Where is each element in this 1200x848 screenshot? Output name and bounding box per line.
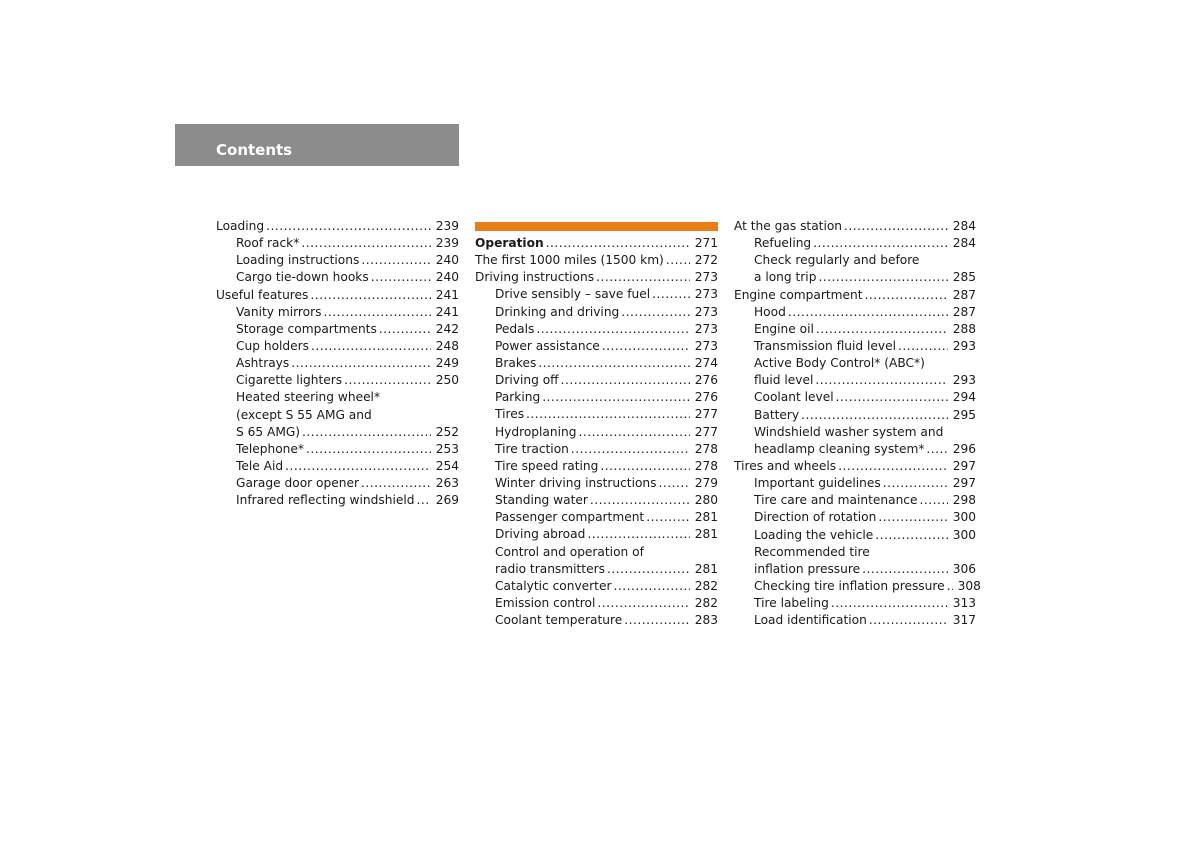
toc-entry[interactable] — [475, 458, 718, 475]
dot-leader — [571, 441, 690, 458]
toc-entry[interactable] — [734, 458, 976, 475]
dot-leader — [624, 612, 689, 629]
toc-entry-label: Windshield washer system and — [754, 424, 944, 439]
dot-leader — [878, 509, 947, 526]
toc-entry[interactable] — [475, 492, 718, 509]
toc-entry-label: Engine oil — [754, 321, 814, 336]
toc-entry-page: 280 — [694, 493, 718, 508]
toc-entry[interactable] — [475, 475, 718, 492]
toc-entry-label: Storage compartments — [236, 321, 377, 336]
toc-entry-label: Driving abroad — [495, 527, 586, 542]
toc-entry[interactable] — [216, 269, 459, 286]
toc-entry[interactable] — [734, 355, 976, 372]
toc-entry-page: 242 — [435, 321, 459, 336]
dot-leader — [310, 287, 430, 304]
dot-leader — [266, 218, 431, 235]
toc-entry-label: Control and operation of — [495, 544, 644, 559]
dot-leader — [831, 595, 948, 612]
toc-entry[interactable] — [475, 424, 718, 441]
toc-entry-label: Garage door opener — [236, 476, 359, 491]
toc-entry-label: Loading the vehicle — [754, 527, 874, 542]
toc-entry-label: Driving instructions — [475, 270, 595, 285]
toc-entry[interactable] — [734, 595, 976, 612]
dot-leader — [844, 218, 948, 235]
toc-entry-page: 295 — [952, 407, 976, 422]
toc-entry[interactable] — [734, 407, 976, 424]
toc-entry-page: 252 — [435, 424, 459, 439]
dot-leader — [788, 304, 948, 321]
toc-entry-label: Parking — [495, 390, 541, 405]
toc-entry[interactable] — [734, 527, 976, 544]
toc-entry-page: 277 — [694, 407, 718, 422]
dot-leader — [801, 407, 948, 424]
dot-leader — [301, 235, 430, 252]
toc-entry-label: Standing water — [495, 493, 588, 508]
toc-entry-label: Operation — [475, 236, 544, 250]
toc-entry-label: a long trip — [754, 270, 817, 285]
toc-entry-label: S 65 AMG) — [236, 424, 301, 439]
toc-entry-page: 297 — [952, 476, 976, 491]
toc-entry[interactable] — [734, 218, 976, 235]
toc-entry[interactable] — [216, 235, 459, 252]
toc-entry-label: Tire speed rating — [495, 458, 599, 473]
toc-entry[interactable] — [216, 321, 459, 338]
dot-leader — [646, 509, 690, 526]
toc-entry-label: Passenger compartment — [495, 510, 645, 525]
toc-entry[interactable] — [475, 389, 718, 406]
toc-entry-page: 298 — [952, 493, 976, 508]
dot-leader — [813, 235, 948, 252]
dot-leader — [838, 458, 948, 475]
dot-leader — [416, 492, 430, 509]
dot-leader — [865, 287, 948, 304]
toc-entry-page: 276 — [694, 390, 718, 405]
dot-leader — [536, 321, 689, 338]
toc-entry-page: 253 — [435, 441, 459, 456]
toc-entry[interactable] — [475, 235, 718, 252]
dot-leader — [587, 526, 689, 543]
toc-entry[interactable] — [216, 475, 459, 492]
toc-entry-page: 241 — [435, 304, 459, 319]
toc-entry-label: fluid level — [754, 373, 814, 388]
toc-entry[interactable] — [734, 269, 976, 286]
toc-entry-page: 288 — [952, 321, 976, 336]
toc-entry-page: 294 — [952, 390, 976, 405]
dot-leader — [311, 338, 431, 355]
toc-entry-page: 248 — [435, 338, 459, 353]
toc-entry-label: Telephone* — [236, 441, 304, 456]
toc-entry-label: Important guidelines — [754, 476, 881, 491]
toc-entry-label: Tires — [495, 407, 525, 422]
toc-entry-page: 282 — [694, 595, 718, 610]
toc-entry-label: Checking tire inflation pressure — [754, 578, 945, 593]
toc-entry[interactable] — [475, 321, 718, 338]
toc-entry[interactable] — [475, 372, 718, 389]
toc-entry-label: Hydroplaning — [495, 424, 577, 439]
toc-entry-label: At the gas station — [734, 219, 843, 233]
toc-entry-label: Tele Aid — [236, 458, 284, 473]
dot-leader — [323, 304, 430, 321]
page-title: Contents — [216, 141, 293, 159]
toc-entry[interactable] — [475, 509, 718, 526]
toc-entry-page: 287 — [952, 304, 976, 319]
toc-entry-page: 273 — [694, 321, 718, 336]
toc-entry-label: The first 1000 miles (1500 km) — [475, 253, 664, 268]
toc-entry-page: 306 — [952, 561, 976, 576]
toc-entry[interactable] — [734, 321, 976, 338]
toc-entry[interactable] — [216, 424, 459, 441]
toc-entry-label: Ashtrays — [236, 356, 290, 371]
toc-entry-label: Infrared reflecting windshield — [236, 493, 415, 508]
dot-leader — [659, 475, 690, 492]
toc-entry-label: radio transmitters — [495, 561, 605, 576]
dot-leader — [652, 286, 690, 303]
toc-entry-page: 284 — [952, 219, 976, 233]
toc-entry-label: Battery — [754, 407, 800, 422]
dot-leader — [869, 612, 948, 629]
toc-entry-page: 276 — [694, 373, 718, 388]
toc-entry-label: Active Body Control* (ABC*) — [754, 356, 925, 371]
dot-leader — [815, 372, 947, 389]
toc-entry-page: 287 — [952, 287, 976, 302]
dot-leader — [836, 389, 948, 406]
toc-entry-label: Check regularly and before — [754, 253, 920, 268]
dot-leader — [361, 252, 430, 269]
toc-entry[interactable] — [216, 389, 459, 406]
toc-entry-page: 250 — [435, 373, 459, 388]
toc-entry[interactable] — [216, 338, 459, 355]
toc-entry-page: 278 — [694, 458, 718, 473]
toc-entry-label: Engine compartment — [734, 287, 863, 302]
toc-column-1 — [216, 218, 459, 509]
toc-entry-label: Transmission fluid level — [754, 338, 896, 353]
toc-entry-label: Cigarette lighters — [236, 373, 343, 388]
dot-leader — [578, 424, 689, 441]
toc-entry[interactable] — [734, 492, 976, 509]
toc-entry[interactable] — [475, 252, 718, 269]
toc-entry-label: Catalytic converter — [495, 578, 612, 593]
toc-entry[interactable] — [734, 372, 976, 389]
toc-entry-page: 284 — [952, 236, 976, 251]
toc-entry-label: headlamp cleaning system* — [754, 441, 925, 456]
toc-entry-page: 281 — [694, 527, 718, 542]
toc-entry-label: Coolant temperature — [495, 613, 623, 628]
toc-entry[interactable] — [475, 406, 718, 423]
toc-entry-page: 279 — [694, 475, 718, 490]
dot-leader — [926, 441, 947, 458]
toc-entry-label: Emission control — [495, 595, 596, 610]
toc-entry-page: 277 — [694, 424, 718, 439]
toc-entry[interactable] — [475, 441, 718, 458]
dot-leader — [898, 338, 948, 355]
toc-entry-page: 293 — [952, 373, 976, 388]
toc-entry[interactable] — [475, 355, 718, 372]
toc-entry-label: Useful features — [216, 287, 309, 302]
toc-entry-label: Load identification — [754, 613, 867, 628]
dot-leader — [546, 235, 690, 252]
toc-entry[interactable] — [734, 578, 981, 595]
toc-entry-label: Pedals — [495, 321, 535, 336]
toc-entry[interactable] — [216, 492, 459, 509]
dot-leader — [371, 269, 431, 286]
toc-entry-page: 293 — [952, 338, 976, 353]
toc-entry[interactable] — [475, 269, 718, 286]
toc-entry-page: 300 — [952, 527, 976, 542]
toc-entry-page: 263 — [435, 476, 459, 491]
toc-entry[interactable] — [734, 338, 976, 355]
toc-entry-page: 239 — [435, 219, 459, 233]
header-bar — [175, 124, 459, 166]
toc-entry[interactable] — [475, 578, 718, 595]
toc-entry-label: Refueling — [754, 236, 812, 251]
dot-leader — [920, 492, 948, 509]
toc-entry[interactable] — [734, 612, 976, 629]
toc-entry-label: Loading instructions — [236, 253, 360, 268]
dot-leader — [291, 355, 431, 372]
dot-leader — [526, 406, 690, 423]
toc-entry-label: Hood — [754, 304, 786, 319]
toc-entry[interactable] — [475, 561, 718, 578]
toc-entry-page: 282 — [694, 578, 718, 593]
toc-entry[interactable] — [216, 441, 459, 458]
dot-leader — [538, 355, 689, 372]
dot-leader — [302, 424, 431, 441]
dot-leader — [621, 304, 689, 321]
toc-entry-page: 281 — [694, 561, 718, 576]
toc-entry-label: inflation pressure — [754, 561, 861, 576]
toc-entry-page: 278 — [694, 441, 718, 456]
toc-entry[interactable] — [216, 407, 459, 424]
toc-entry[interactable] — [734, 287, 976, 304]
toc-entry-page: 273 — [694, 338, 718, 353]
toc-entry[interactable] — [475, 612, 718, 629]
toc-entry[interactable] — [216, 355, 459, 372]
toc-entry-label: Recommended tire — [754, 544, 870, 559]
toc-entry-page: 317 — [952, 613, 976, 628]
dot-leader — [597, 595, 689, 612]
toc-entry[interactable] — [216, 304, 459, 321]
toc-entry-page: 273 — [694, 287, 718, 302]
toc-entry[interactable] — [216, 458, 459, 475]
toc-entry-label: Brakes — [495, 355, 537, 370]
toc-entry-label: Cargo tie-down hooks — [236, 270, 369, 285]
dot-leader — [596, 269, 690, 286]
dot-leader — [816, 321, 948, 338]
toc-entry-page: 300 — [952, 510, 976, 525]
toc-entry-page: 308 — [957, 578, 981, 593]
dot-leader — [361, 475, 431, 492]
dot-leader — [561, 372, 690, 389]
dot-leader — [600, 458, 689, 475]
toc-entry-page: 285 — [952, 270, 976, 285]
toc-entry-label: Power assistance — [495, 338, 600, 353]
toc-entry-label: Roof rack* — [236, 236, 300, 251]
toc-entry-label: (except S 55 AMG and — [236, 407, 372, 422]
toc-entry-page: 313 — [952, 596, 976, 611]
toc-entry-label: Driving off — [495, 373, 559, 388]
toc-entry-page: 241 — [435, 287, 459, 302]
dot-leader — [947, 578, 953, 595]
dot-leader — [602, 338, 690, 355]
toc-entry-label: Winter driving instructions — [495, 475, 657, 490]
toc-entry[interactable] — [216, 287, 459, 304]
toc-entry-label: Heated steering wheel* — [236, 390, 381, 405]
toc-entry-label: Tire traction — [495, 441, 569, 456]
toc-entry[interactable] — [475, 286, 718, 303]
toc-entry[interactable] — [734, 509, 976, 526]
dot-leader — [379, 321, 431, 338]
toc-entry-page: 281 — [694, 510, 718, 525]
dot-leader — [306, 441, 431, 458]
toc-entry-page: 296 — [952, 441, 976, 456]
dot-leader — [883, 475, 948, 492]
toc-entry-label: Drinking and driving — [495, 304, 620, 319]
toc-entry[interactable] — [734, 389, 976, 406]
toc-entry[interactable] — [475, 544, 718, 561]
toc-entry-label: Coolant level — [754, 390, 834, 405]
toc-entry[interactable] — [734, 304, 976, 321]
toc-entry-label: Drive sensibly – save fuel — [495, 287, 651, 302]
dot-leader — [818, 269, 947, 286]
toc-entry-page: 283 — [694, 613, 718, 628]
toc-entry[interactable] — [216, 218, 459, 235]
toc-entry[interactable] — [475, 595, 718, 612]
toc-entry[interactable] — [734, 475, 976, 492]
toc-entry[interactable] — [475, 304, 718, 321]
toc-entry[interactable] — [734, 424, 976, 441]
toc-entry-label: Loading — [216, 219, 265, 233]
toc-entry-page: 269 — [435, 493, 459, 508]
dot-leader — [590, 492, 690, 509]
toc-entry[interactable] — [216, 252, 459, 269]
dot-leader — [344, 372, 431, 389]
dot-leader — [542, 389, 690, 406]
toc-entry-label: Tire labeling — [754, 596, 829, 611]
dot-leader — [875, 527, 947, 544]
toc-column-3 — [734, 218, 981, 629]
dot-leader — [666, 252, 690, 269]
dot-leader — [285, 458, 431, 475]
toc-entry[interactable] — [216, 372, 459, 389]
toc-entry[interactable] — [734, 252, 976, 269]
dot-leader — [862, 561, 948, 578]
toc-entry-label: Direction of rotation — [754, 510, 877, 525]
toc-entry-page: 249 — [435, 356, 459, 371]
toc-entry-page: 274 — [694, 355, 718, 370]
toc-entry-label: Tires and wheels — [734, 458, 837, 473]
toc-entry[interactable] — [734, 544, 976, 561]
toc-entry[interactable] — [734, 441, 976, 458]
toc-entry-page: 240 — [435, 253, 459, 268]
toc-entry-page: 239 — [435, 236, 459, 251]
toc-entry[interactable] — [734, 235, 976, 252]
toc-entry-page: 272 — [694, 253, 718, 268]
toc-entry-page: 254 — [435, 458, 459, 473]
toc-entry[interactable] — [475, 526, 718, 543]
toc-column-2 — [475, 218, 718, 629]
toc-entry-page: 240 — [435, 270, 459, 285]
toc-entry-page: 271 — [694, 236, 718, 250]
toc-entry-page: 273 — [694, 270, 718, 285]
dot-leader — [607, 561, 690, 578]
toc-entry-label: Vanity mirrors — [236, 304, 322, 319]
toc-entry-label: Cup holders — [236, 338, 310, 353]
toc-entry-page: 273 — [694, 304, 718, 319]
section-accent-bar — [475, 222, 718, 231]
toc-entry-page: 297 — [952, 458, 976, 473]
toc-entry-label: Tire care and maintenance — [754, 493, 918, 508]
toc-entry[interactable] — [475, 338, 718, 355]
toc-entry[interactable] — [734, 561, 976, 578]
dot-leader — [613, 578, 689, 595]
